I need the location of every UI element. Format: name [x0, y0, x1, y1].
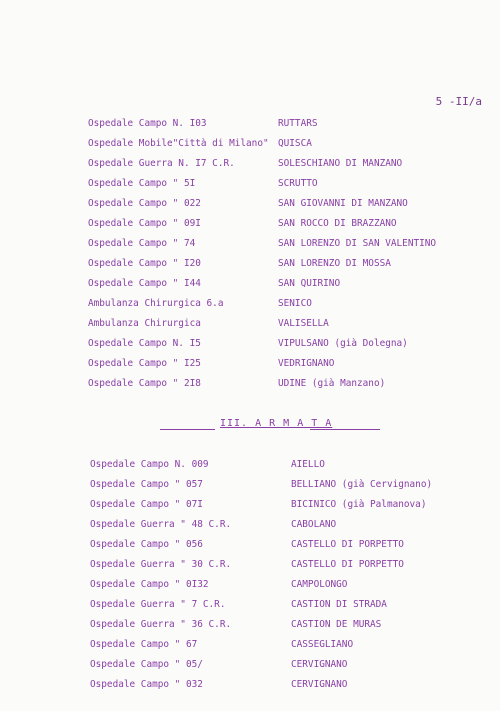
location-name: SAN GIOVANNI DI MANZANO [278, 198, 408, 209]
unit-name: Ospedale Campo " 05/ [90, 659, 203, 670]
list-item [0, 136, 500, 152]
list-item [0, 517, 500, 533]
section-heading [160, 418, 380, 434]
list-item [0, 376, 500, 392]
location-name: CASTION DE MURAS [291, 619, 382, 630]
unit-name: Ospedale Campo " 056 [90, 539, 203, 550]
location-name: UDINE (già Manzano) [278, 378, 386, 389]
unit-name: Ospedale Guerra N. I7 C.R. [88, 158, 235, 169]
list-item [0, 477, 500, 493]
unit-name: Ospedale Campo " 5I [88, 178, 196, 189]
page-number: 5 -II/a [435, 95, 482, 108]
location-name: CERVIGNANO [291, 679, 348, 690]
unit-name: Ospedale Guerra " 48 C.R. [90, 519, 232, 530]
unit-name: Ospedale Mobile"Città di Milano" [88, 138, 269, 149]
location-name: SCRUTTO [278, 178, 318, 189]
list-item [0, 677, 500, 693]
unit-name: Ospedale Campo " 0I32 [90, 579, 209, 590]
location-name: CASTELLO DI PORPETTO [291, 539, 404, 550]
location-name: SAN LORENZO DI SAN VALENTINO [278, 238, 437, 249]
unit-name: Ospedale Campo " 032 [90, 679, 203, 690]
unit-name: Ospedale Campo " 74 [88, 238, 196, 249]
list-item [0, 216, 500, 232]
list-item [0, 256, 500, 272]
unit-name: Ospedale Campo " I25 [88, 358, 201, 369]
unit-name: Ospedale Guerra " 36 C.R. [90, 619, 232, 630]
location-name: CABOLANO [291, 519, 337, 530]
list-item [0, 557, 500, 573]
location-name: CASTELLO DI PORPETTO [291, 559, 404, 570]
list-item [0, 356, 500, 372]
heading-label: III. A R M A T A [220, 418, 333, 429]
unit-name: Ospedale Campo N. I5 [88, 338, 201, 349]
location-name: AIELLO [291, 459, 325, 470]
list-item [0, 457, 500, 473]
unit-name: Ospedale Campo " I20 [88, 258, 201, 269]
unit-name: Ospedale Campo " 022 [88, 198, 201, 209]
unit-name: Ospedale Campo N. 009 [90, 459, 209, 470]
unit-name: Ospedale Campo " 67 [90, 639, 198, 650]
unit-name: Ospedale Campo " 07I [90, 499, 203, 510]
location-name: VALISELLA [278, 318, 329, 329]
heading-rule-right [310, 429, 380, 430]
list-item [0, 156, 500, 172]
list-item [0, 116, 500, 132]
unit-name: Ambulanza Chirurgica 6.a [88, 298, 224, 309]
list-item [0, 176, 500, 192]
unit-name: Ospedale Campo N. I03 [88, 118, 207, 129]
list-item [0, 657, 500, 673]
location-name: VEDRIGNANO [278, 358, 335, 369]
unit-name: Ambulanza Chirurgica [88, 318, 201, 329]
location-name: CASSEGLIANO [291, 639, 354, 650]
list-item [0, 316, 500, 332]
location-name: CAMPOLONGO [291, 579, 348, 590]
list-item [0, 537, 500, 553]
location-name: BELLIANO (già Cervignano) [291, 479, 433, 490]
location-name: SAN LORENZO DI MOSSA [278, 258, 391, 269]
location-name: SOLESCHIANO DI MANZANO [278, 158, 403, 169]
list-item [0, 236, 500, 252]
location-name: SAN ROCCO DI BRAZZANO [278, 218, 397, 229]
list-item [0, 497, 500, 513]
location-name: VIPULSANO (già Dolegna) [278, 338, 408, 349]
unit-name: Ospedale Guerra " 7 C.R. [90, 599, 226, 610]
unit-name: Ospedale Campo " 09I [88, 218, 201, 229]
unit-name: Ospedale Campo " I44 [88, 278, 201, 289]
location-name: SAN QUIRINO [278, 278, 341, 289]
list-item [0, 637, 500, 653]
location-name: RUTTARS [278, 118, 318, 129]
list-item [0, 276, 500, 292]
unit-name: Ospedale Campo " 2I8 [88, 378, 201, 389]
location-name: CASTION DI STRADA [291, 599, 387, 610]
list-item [0, 617, 500, 633]
location-name: BICINICO (già Palmanova) [291, 499, 427, 510]
list-item [0, 577, 500, 593]
location-name: CERVIGNANO [291, 659, 348, 670]
unit-name: Ospedale Guerra " 30 C.R. [90, 559, 232, 570]
location-name: QUISCA [278, 138, 312, 149]
heading-rule-left [160, 429, 215, 430]
list-item [0, 296, 500, 312]
list-item [0, 336, 500, 352]
unit-name: Ospedale Campo " 057 [90, 479, 203, 490]
list-item [0, 196, 500, 212]
location-name: SENICO [278, 298, 312, 309]
list-item [0, 597, 500, 613]
